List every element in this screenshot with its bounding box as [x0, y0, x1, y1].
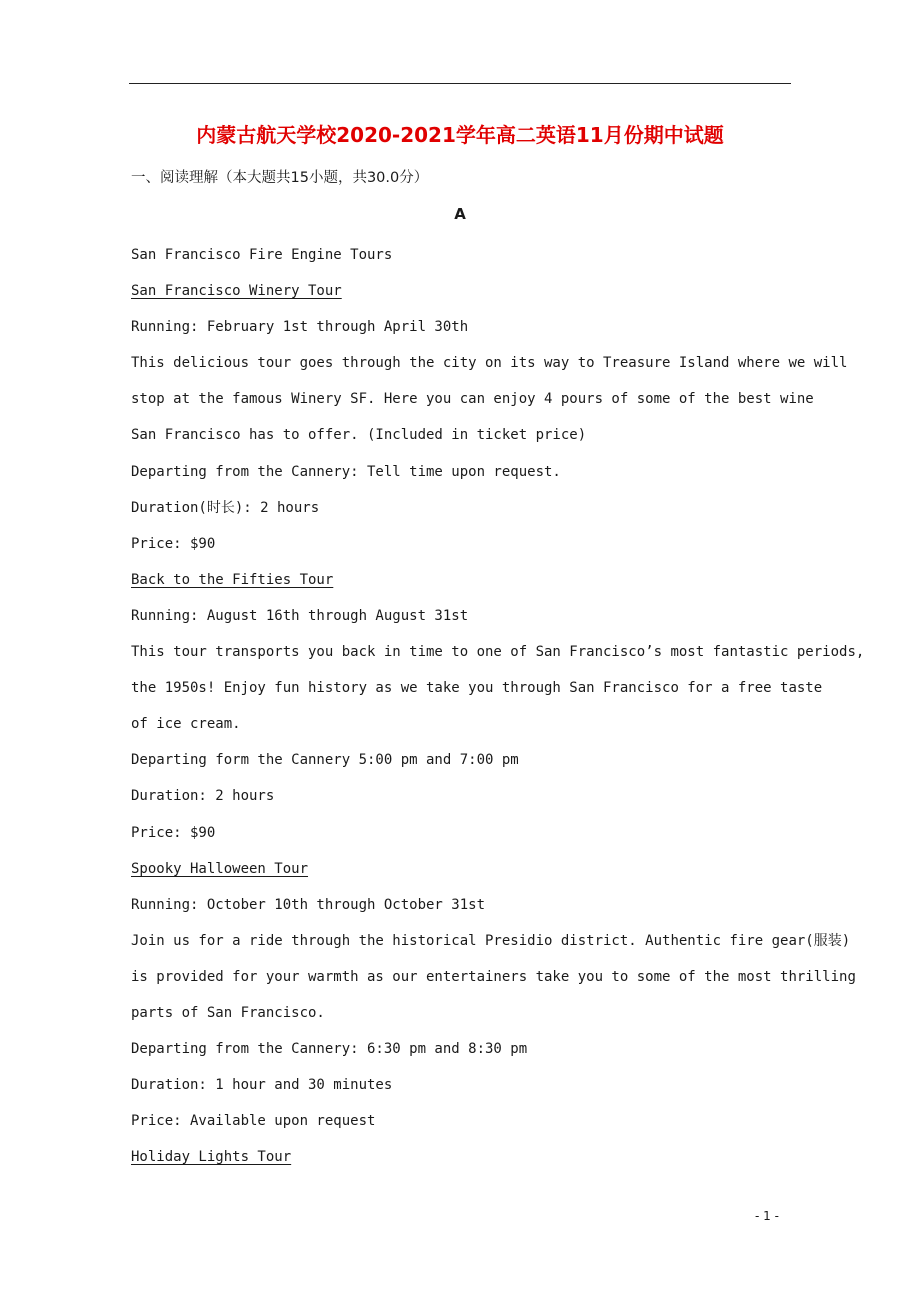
tour-duration: Duration: 2 hours: [131, 788, 275, 805]
tour-name-holiday-lights: Holiday Lights Tour: [131, 1149, 292, 1166]
header-rule: [129, 83, 791, 84]
tour-description-line: San Francisco has to offer. (Included in ticket price): [131, 427, 587, 444]
tour-description-line: is provided for your warmth as our entertainers take you to some of the most thrilling: [131, 968, 856, 985]
passage-heading: San Francisco Fire Engine Tours: [131, 247, 393, 263]
page-number: - 1 -: [755, 1209, 779, 1223]
tour-price: Price: $90: [131, 824, 216, 841]
tour-name-fifties: Back to the Fifties Tour: [131, 571, 334, 588]
passage-body: [131, 237, 865, 1175]
passage-label: A: [454, 205, 466, 223]
tour-price: Price: Available upon request: [131, 1113, 376, 1130]
tour-duration: Duration: 1 hour and 30 minutes: [131, 1077, 393, 1094]
tour-description-line: stop at the famous Winery SF. Here you can enjoy 4 pours of some of the best wine: [131, 391, 814, 408]
tour-departing: Departing form the Cannery 5:00 pm and 7:00 pm: [131, 752, 519, 769]
tour-running: Running: February 1st through April 30th: [131, 319, 469, 336]
document-title: 内蒙古航天学校2020-2021学年高二英语11月份期中试题: [196, 123, 724, 147]
tour-duration: Duration(时长): 2 hours: [131, 499, 320, 516]
tour-name-winery: San Francisco Winery Tour: [131, 283, 342, 300]
tour-running: Running: August 16th through August 31st: [131, 607, 469, 624]
tour-description-line: parts of San Francisco.: [131, 1004, 325, 1021]
tour-description-line: This tour transports you back in time to one of San Francisco’s most fantastic periods,: [131, 644, 865, 661]
tour-running: Running: October 10th through October 31st: [131, 896, 486, 913]
tour-price: Price: $90: [131, 535, 216, 552]
tour-description-line: the 1950s! Enjoy fun history as we take you through San Francisco for a free taste: [131, 680, 823, 697]
section-heading: 一、阅读理解（本大题共15小题，共30.0分）: [131, 170, 429, 186]
tour-departing: Departing from the Cannery: Tell time upon request.: [131, 463, 561, 480]
tour-name-halloween: Spooky Halloween Tour: [131, 860, 309, 877]
tour-description-line: This delicious tour goes through the city on its way to Treasure Island where we will: [131, 355, 848, 372]
tour-departing: Departing from the Cannery: 6:30 pm and 8:30 pm: [131, 1041, 528, 1058]
tour-description-line: Join us for a ride through the historical Presidio district. Authentic fire gear(服装): [131, 932, 851, 949]
tour-description-line: of ice cream.: [131, 716, 241, 733]
